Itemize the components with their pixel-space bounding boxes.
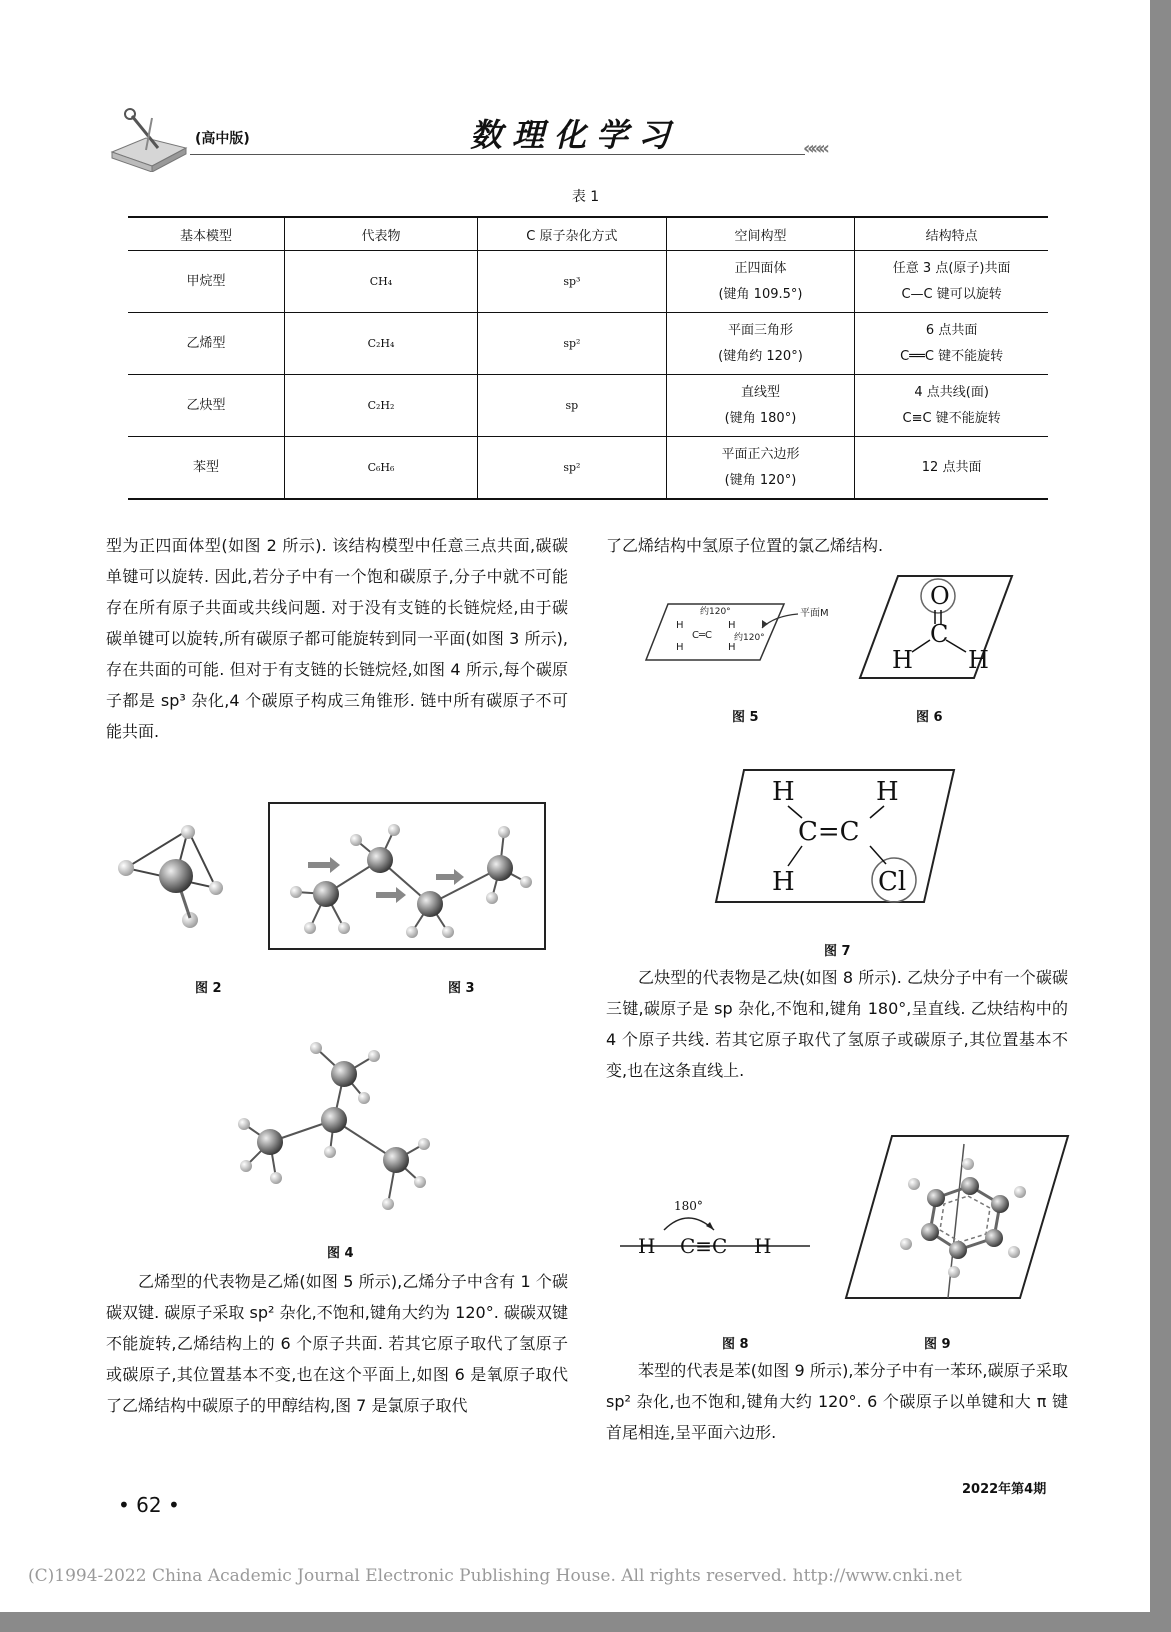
fig6-formaldehyde xyxy=(858,574,1014,680)
fig5-caption: 图 5 xyxy=(732,710,759,725)
right-paragraph-3: 苯型的代表是苯(如图 9 所示),苯分子中有一苯环,碳原子采取 sp² 杂化,也不饱和,键角大约 120°. 6 个碳原子以单键和大 π 键首尾相连,呈平面六边形. xyxy=(606,1361,1068,1442)
cell-model: 甲烷型 xyxy=(128,251,284,313)
column-header: 结构特点 xyxy=(855,217,1048,251)
cell-model: 乙炔型 xyxy=(128,375,284,437)
header-rule xyxy=(190,154,805,155)
column-header: 基本模型 xyxy=(128,217,284,251)
cell-feature xyxy=(855,251,1048,313)
svg-text:H: H xyxy=(728,642,736,653)
table-row xyxy=(128,437,1048,500)
cell-hyb: sp² xyxy=(478,313,667,375)
cell-rep: C₆H₆ xyxy=(284,437,477,500)
svg-text:H: H xyxy=(638,1234,656,1258)
fig5-plane-label: 平面M xyxy=(800,608,829,619)
svg-text:H: H xyxy=(754,1234,772,1258)
cell-hyb: sp xyxy=(478,375,667,437)
fig2-caption: 图 2 xyxy=(195,981,222,996)
table-row xyxy=(128,375,1048,437)
feature-line: 4 点共线(面) xyxy=(914,384,989,400)
fig4-caption: 图 4 xyxy=(327,1246,354,1261)
angle-line: (键角 120°) xyxy=(724,472,797,488)
edition-label: (高中版) xyxy=(195,131,250,147)
svg-text:H: H xyxy=(968,646,989,674)
fig8-caption: 图 8 xyxy=(722,1337,749,1352)
fig7-chloroethylene xyxy=(714,768,958,906)
fig7-caption: 图 7 xyxy=(824,944,851,959)
hybridization-table xyxy=(128,216,1048,500)
angle-line: (键角 180°) xyxy=(724,410,797,426)
table-row xyxy=(128,313,1048,375)
shape-line: 平面三角形 xyxy=(727,322,793,338)
book-logo-icon xyxy=(108,108,190,172)
svg-text:H: H xyxy=(728,620,736,631)
feature-line: 12 点共面 xyxy=(921,459,982,475)
issue-label: 2022年第4期 xyxy=(962,1482,1047,1497)
fig4-branched xyxy=(232,1040,436,1218)
left-paragraph-2: 乙烯型的代表物是乙烯(如图 5 所示),乙烯分子中含有 1 个碳碳双键. 碳原子采取 sp² 杂化,不饱和,键角大约为 120°. 碳碳双键不能旋转,乙烯结构上的 6 个原子共面. 若其它原子取代了氢原子或碳原子,其位置基本不变,也在这个平面上,如图 6 是氧原子取代了乙烯结构中碳原子的甲醇结构,图 7 是氯原子取代 xyxy=(106,1272,568,1415)
svg-text:C: C xyxy=(930,620,949,648)
cell-rep: CH₄ xyxy=(284,251,477,313)
table-row xyxy=(128,251,1048,313)
shape-line: 直线型 xyxy=(740,384,780,400)
page-shadow-bottom xyxy=(0,1612,1171,1632)
shape-line: 平面正六边形 xyxy=(721,446,800,462)
fig5-angle-1: 约120° xyxy=(700,607,731,617)
cell-model: 苯型 xyxy=(128,437,284,500)
page-shadow-right xyxy=(1150,0,1171,1632)
feature-line: C≡C 键不能旋转 xyxy=(902,410,1001,426)
journal-title: 数理化学习 xyxy=(470,116,681,154)
cell-hyb: sp² xyxy=(478,437,667,500)
column-header: 代表物 xyxy=(284,217,477,251)
fig3-chain xyxy=(268,802,546,950)
cell-shape xyxy=(666,313,855,375)
fig6-caption: 图 6 xyxy=(916,710,943,725)
fig2-tetrahedron xyxy=(116,822,226,930)
svg-text:Cl: Cl xyxy=(878,867,907,897)
cell-shape xyxy=(666,437,855,500)
angle-line: (键角约 120°) xyxy=(718,348,803,364)
column-header: C 原子杂化方式 xyxy=(478,217,667,251)
feature-line: 任意 3 点(原子)共面 xyxy=(892,260,1011,276)
angle-line: (键角 109.5°) xyxy=(718,286,803,302)
fig8-angle-label: 180° xyxy=(674,1199,703,1213)
table-header-row xyxy=(128,217,1048,251)
cell-hyb: sp³ xyxy=(478,251,667,313)
cell-rep: C₂H₂ xyxy=(284,375,477,437)
fig8-acetylene xyxy=(618,1196,812,1264)
table-caption: 表 1 xyxy=(571,189,600,205)
right-paragraph-1: 了乙烯结构中氢原子位置的氯乙烯结构. xyxy=(606,536,884,555)
svg-text:H: H xyxy=(876,777,899,807)
cell-feature xyxy=(855,375,1048,437)
svg-text:H: H xyxy=(892,646,913,674)
fig3-caption: 图 3 xyxy=(448,981,475,996)
svg-text:H: H xyxy=(676,642,684,653)
fig9-caption: 图 9 xyxy=(924,1337,951,1352)
svg-text:C═C: C═C xyxy=(692,630,712,641)
svg-text:H: H xyxy=(772,867,795,897)
chevron-icon: ««« xyxy=(803,138,826,159)
cell-model: 乙烯型 xyxy=(128,313,284,375)
svg-text:H: H xyxy=(772,777,795,807)
copyright-notice: (C)1994-2022 China Academic Journal Electronic Publishing House. All rights reserved. http://www.cnki.net xyxy=(28,1566,962,1586)
cell-feature xyxy=(855,313,1048,375)
svg-text:C≡C: C≡C xyxy=(680,1234,728,1258)
column-header: 空间构型 xyxy=(666,217,855,251)
feature-line: C══C 键不能旋转 xyxy=(900,348,1004,364)
cell-rep: C₂H₄ xyxy=(284,313,477,375)
svg-text:C=C: C=C xyxy=(798,817,860,847)
fig9-benzene xyxy=(844,1134,1070,1300)
cell-shape xyxy=(666,251,855,313)
page-number: • 62 • xyxy=(118,1493,180,1517)
svg-text:O: O xyxy=(930,582,950,610)
right-paragraph-2: 乙炔型的代表物是乙炔(如图 8 所示). 乙炔分子中有一个碳碳三键,碳原子是 sp 杂化,不饱和,键角 180°,呈直线. 乙炔结构中的 4 个原子共线. 若其它原子取代了氢原子或碳原子,其位置基本不变,也在这条直线上. xyxy=(606,968,1068,1080)
feature-line: C—C 键可以旋转 xyxy=(901,286,1002,302)
shape-line: 正四面体 xyxy=(734,260,787,276)
fig5-ethylene-plane xyxy=(644,596,840,666)
feature-line: 6 点共面 xyxy=(925,322,978,338)
svg-text:H: H xyxy=(676,620,684,631)
left-paragraph-1: 型为正四面体型(如图 2 所示). 该结构模型中任意三点共面,碳碳单键可以旋转. 因此,若分子中有一个饱和碳原子,分子中就不可能存在所有原子共面或共线问题. 对于没有支链的长链烷烃,由于碳碳单键可以旋转,所有碳原子都可能旋转到同一平面(如图 3 所示),存在共面的可能. 但对于有支链的长链烷烃,如图 4 所示,每个碳原子都是 sp³ 杂化,4 个碳原子构成三角锥形. 链中所有碳原子不可能共面. xyxy=(106,536,568,741)
fig5-angle-2: 约120° xyxy=(734,633,765,643)
cell-shape xyxy=(666,375,855,437)
cell-feature xyxy=(855,437,1048,500)
